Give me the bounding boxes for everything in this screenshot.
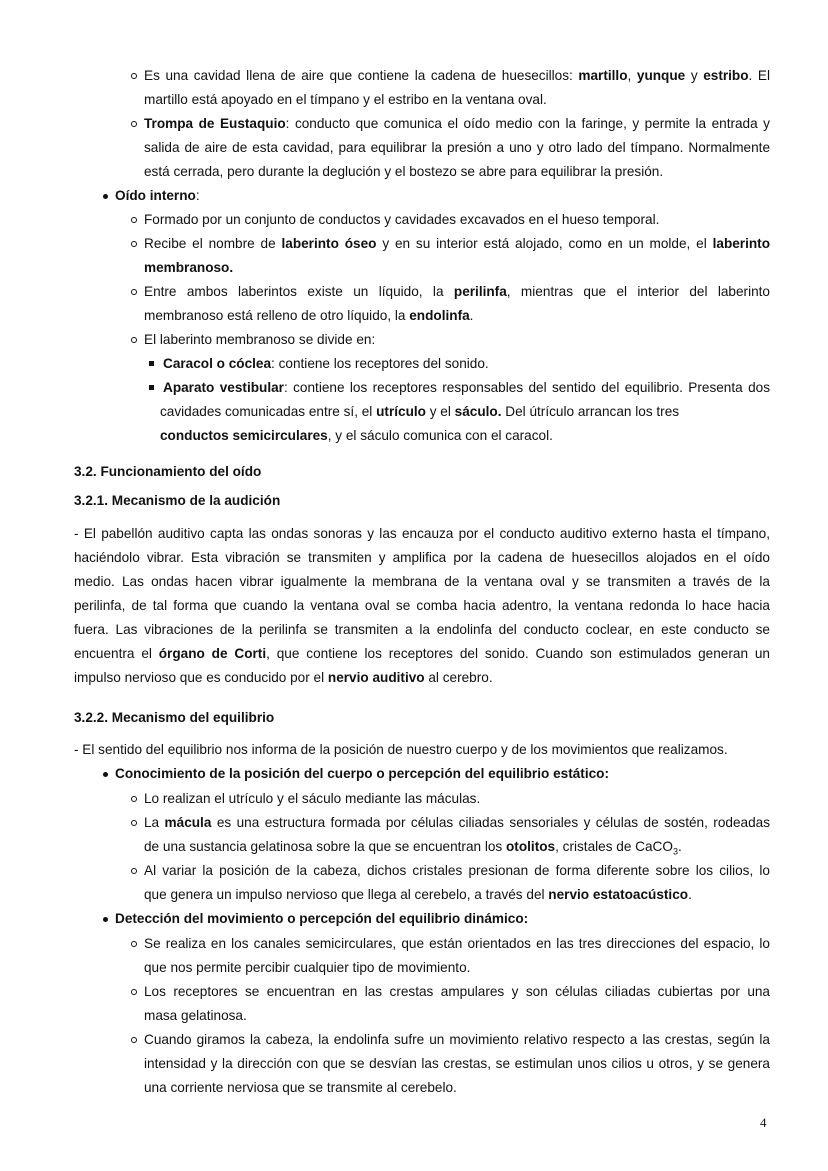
circle-bullet-icon (131, 1037, 137, 1043)
static-item-2-line-2: de una sustancia gelatinosa sobre la que se encuentran los otolitos, cristales de CaCO$_3$. (144, 839, 682, 857)
circle-bullet-icon (131, 289, 137, 295)
inner-ear-item-3-line-2: membranoso está relleno de otro líquido, la endolinfa. (144, 308, 474, 323)
inner-ear-sub-item-2-line-3: conductos semicirculares, y el sáculo comunica con el caracol. (160, 428, 553, 443)
static-item-1: Lo realizan el utrículo y el sáculo mediante las máculas. (144, 791, 481, 806)
circle-bullet-icon (131, 241, 137, 247)
middle-ear-item-2-line-2: salida de aire de esta cavidad, para equilibrar la presión a uno y otro lado del tímpano. Normalmente (144, 140, 770, 155)
middle-ear-item-2-line-3: está cerrada, pero durante la deglución y el bostezo se abre para equilibrar la presión. (144, 164, 664, 179)
audition-paragraph-line-3: medio. Las ondas hacen vibrar igualmente la membrana de la ventana oval y se transmiten a través de la (74, 574, 770, 589)
dynamic-equilibrium-heading: Detección del movimiento o percepción del equilibrio dinámico: (115, 911, 529, 926)
circle-bullet-icon (131, 217, 137, 223)
section-3-2-heading: 3.2. Funcionamiento del oído (74, 464, 262, 479)
circle-bullet-icon (131, 796, 137, 802)
dynamic-item-2-line-1: Los receptores se encuentran en las crestas ampulares y son células ciliadas cubiertas por una (144, 984, 770, 999)
square-bullet-icon (149, 385, 154, 390)
section-3-2-1-heading: 3.2.1. Mecanismo de la audición (74, 493, 281, 508)
inner-ear-sub-item-2-line-1: Aparato vestibular: contiene los receptores responsables del sentido del equilibrio. Presenta dos (163, 380, 771, 395)
dynamic-item-2-line-2: masa gelatinosa. (144, 1008, 247, 1023)
inner-ear-sub-item-2-line-2: cavidades comunicadas entre sí, el utrículo y el sáculo. Del útrículo arrancan los tres (160, 404, 680, 419)
dynamic-item-1-line-2: que nos permite percibir cualquier tipo de movimiento. (144, 960, 471, 975)
middle-ear-item-1-line-1: Es una cavidad llena de aire que contiene la cadena de huesecillos: martillo, yunque y estribo. El (144, 68, 771, 83)
inner-ear-item-4: El laberinto membranoso se divide en: (144, 332, 376, 347)
page-number: 4 (760, 1115, 767, 1130)
circle-bullet-icon (131, 941, 137, 947)
circle-bullet-icon (131, 337, 137, 343)
circle-bullet-icon (131, 73, 137, 79)
dynamic-item-3-line-1: Cuando giramos la cabeza, la endolinfa sufre un movimiento relativo respecto a las crestas, según la (144, 1032, 770, 1047)
inner-ear-item-2-line-2: membranoso. (144, 260, 234, 275)
inner-ear-item-3-line-1: Entre ambos laberintos existe un líquido, la perilinfa, mientras que el interior del laberinto (144, 284, 770, 299)
static-item-3-line-1: Al variar la posición de la cabeza, dichos cristales presionan de forma diferente sobre los cilios, lo (144, 863, 770, 878)
equilibrium-intro: - El sentido del equilibrio nos informa de la posición de nuestro cuerpo y de los movimientos que realizamos. (74, 742, 728, 757)
audition-paragraph-line-7: impulso nervioso que es conducido por el nervio auditivo al cerebro. (74, 670, 493, 685)
section-3-2-2-heading: 3.2.2. Mecanismo del equilibrio (74, 710, 275, 725)
round-bullet-icon (103, 194, 108, 199)
round-bullet-icon (103, 772, 108, 777)
circle-bullet-icon (131, 121, 137, 127)
static-item-2-line-1: La mácula es una estructura formada por células ciliadas sensoriales y células de sostén, rodeadas (144, 815, 770, 830)
circle-bullet-icon (131, 820, 137, 826)
inner-ear-sub-item-1: Caracol o cóclea: contiene los receptores del sonido. (163, 356, 489, 371)
inner-ear-heading: Oído interno: (115, 188, 200, 203)
static-equilibrium-heading: Conocimiento de la posición del cuerpo o percepción del equilibrio estático: (115, 766, 609, 781)
circle-bullet-icon (131, 868, 137, 874)
square-bullet-icon (149, 361, 154, 366)
inner-ear-item-2-line-1: Recibe el nombre de laberinto óseo y en su interior está alojado, como en un molde, el laberinto (144, 236, 771, 251)
middle-ear-item-2-line-1: Trompa de Eustaquio: conducto que comunica el oído medio con la faringe, y permite la entrada y (144, 116, 770, 131)
dynamic-item-3-line-3: una corriente nerviosa que se transmite al cerebelo. (144, 1080, 457, 1095)
dynamic-item-3-line-2: intensidad y la dirección con que se desvían las crestas, se estimulan unos cilios u otros, y se genera (144, 1056, 770, 1071)
inner-ear-item-1: Formado por un conjunto de conductos y cavidades excavados en el hueso temporal. (144, 212, 660, 227)
audition-paragraph-line-1: - El pabellón auditivo capta las ondas sonoras y las encauza por el conducto auditivo externo hasta el tímpano, (74, 526, 770, 541)
middle-ear-item-1-line-2: martillo está apoyado en el tímpano y el estribo en la ventana oval. (144, 92, 547, 107)
audition-paragraph-line-5: fuera. Las vibraciones de la perilinfa se transmiten a la endolinfa del conducto coclear, en este conducto se (74, 622, 770, 637)
static-item-3-line-2: que genera un impulso nervioso que llega al cerebelo, a través del nervio estatoacústico. (144, 887, 692, 902)
audition-paragraph-line-6: encuentra el órgano de Corti, que contiene los receptores del sonido. Cuando son estimulados generan un (74, 646, 770, 661)
audition-paragraph-line-4: perilinfa, de tal forma que cuando la ventana oval se comba hacia adentro, la ventana redonda lo hace hacia (74, 598, 770, 613)
audition-paragraph-line-2: haciéndolo vibrar. Esta vibración se transmiten y amplifica por la cadena de huesecillos alojados en el oído (74, 550, 770, 565)
round-bullet-icon (103, 917, 108, 922)
circle-bullet-icon (131, 989, 137, 995)
dynamic-item-1-line-1: Se realiza en los canales semicirculares, que están orientados en las tres direcciones del espacio, lo (144, 936, 770, 951)
